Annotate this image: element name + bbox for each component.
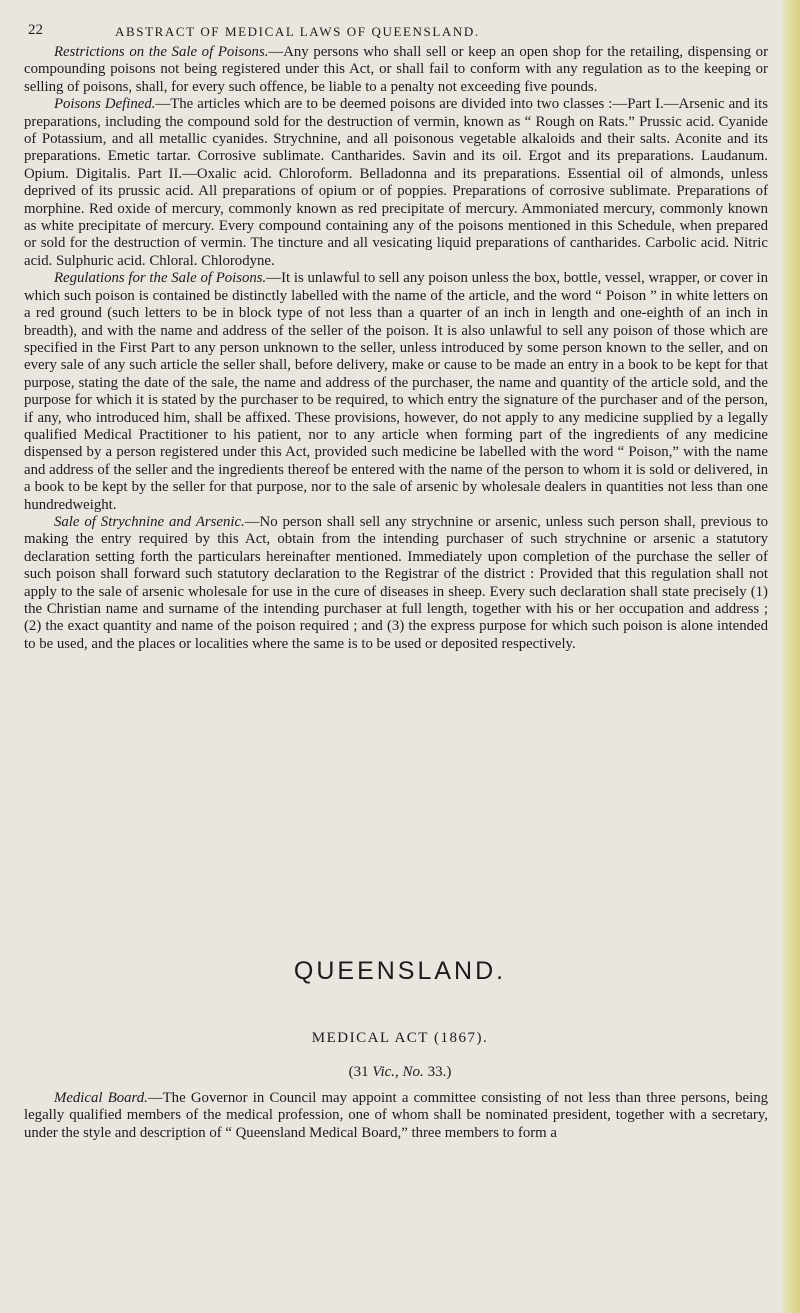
paragraph-medical-board: [24, 1090, 768, 1142]
body-text: [24, 44, 768, 653]
paragraph-heading: Restrictions on the Sale of Poisons.: [54, 44, 269, 60]
page-number: 22: [28, 22, 43, 38]
page-edge: [780, 0, 800, 1313]
paragraph-poisons-defined: [24, 96, 768, 270]
running-head: ABSTRACT OF MEDICAL LAWS OF QUEENSLAND.: [115, 24, 480, 39]
paragraph-text: —It is unlawful to sell any poison unless the box, bottle, vessel, wrapper, or cover in which such poison is contained be distinctly labelled with the name of the article, and the word “ Poison ” in white letters on a red ground (such letters to be in block type of not less than a quarter of an inch in length and one-eighth of an inch in breadth), and with the name and address of the seller of the poison. It is also unlawful to sell any poison of those which are specified in the First Part to any person unknown to the seller, unless introduced by some person known to the seller, and on every sale of any such article the seller shall, before delivery, make or cause to be made an entry in a book to be kept for that purpose, stating the date of the sale, the name and address of the purchaser, the name and quantity of the article sold, and the purpose for which it is stated by the purchaser to be required, to which entry the signature of the purchaser and of the person, if any, who introduced him, shall be affixed. These provisions, however, do not apply to any medicine supplied by a legally qualified Medical Practitioner to his patient, nor to any article when forming part of the ingredients of any medicine dispensed by a person registered under this Act, provided such medicine be labelled with the word “ Poison,” with the name and address of the seller and the ingredients thereof be entered with the name of the person to whom it is sold or delivered, in a book to be kept by the seller for that purpose, nor to the sale of arsenic by wholesale dealers in quantities not less than one hundredweight.: [24, 270, 768, 513]
paragraph-strychnine-arsenic: [24, 514, 768, 653]
section-heading: QUEENSLAND.: [293, 957, 507, 985]
act-reference: (31 Vic., No. 33.): [348, 1064, 452, 1080]
act-title: MEDICAL ACT (1867).: [311, 1030, 489, 1046]
paragraph-heading: Regulations for the Sale of Poisons.: [54, 270, 267, 287]
board-text: [24, 1090, 768, 1142]
paragraph-text: —No person shall sell any strychnine or arsenic, unless such person shall, previous to making the entry required by this Act, obtain from the intending purchaser of such strychnine or arsenic a statutory declaration setting forth the particulars hereinafter mentioned. Immediately upon completion of the purchase the seller of such poison shall forward such statutory declaration to the Registrar of the district : Provided that this regulation shall not apply to the sale of arsenic wholesale for use in the cure of diseases in sheep. Every such declaration shall state precisely (1) the Christian name and surname of the intending purchaser at full length, together with his or her occupation and address ; (2) the exact quantity and name of the poison required ; and (3) the express purpose for which such poison is alone intended to be used, and the places or localities where the same is to be used or deposited respectively.: [24, 513, 768, 652]
paragraph-restrictions: [24, 44, 768, 96]
paragraph-heading: Medical Board.: [54, 1090, 148, 1106]
paragraph-regulations: [24, 270, 768, 514]
paragraph-text: —The articles which are to be deemed poisons are divided into two classes :—Part I.—Arsenic and its preparations, including the compound sold for the destruction of vermin, known as “ Rough on Rats.” Prussic acid. Cyanide of Potassium, and all metallic cyanides. Strychnine, and all poisonous vegetable alkaloids and their salts. Aconite and its preparations. Emetic tartar. Corrosive sublimate. Cantharides. Savin and its oil. Ergot and its preparations. Laudanum. Opium. Digitalis. Part II.—Oxalic acid. Chloroform. Belladonna and its preparations. Essential oil of almonds, unless deprived of its prussic acid. All preparations of opium or of poppies. Preparations of corrosive sublimate. Preparations of morphine. Red oxide of mercury, commonly known as red precipitate of mercury. Ammoniated mercury, commonly known as white precipitate of mercury. Every compound containing any of the poisons mentioned in this Schedule, when prepared or sold for the destruction of vermin. The tincture and all vesicating liquid preparations of cantharides. Carbolic acid. Nitric acid. Sulphuric acid. Chloral. Chlorodyne.: [24, 96, 768, 269]
paragraph-heading: Sale of Strychnine and Arsenic.: [54, 513, 245, 530]
paragraph-text: —The Governor in Council may appoint a committee consisting of not less than three persons, being legally qualified members of the medical profession, one of whom shall be nominated president, together with a secretary, under the style and description of “ Queensland Medical Board,” three members to form a: [24, 1090, 768, 1141]
paragraph-text: —Any persons who shall sell or keep an open shop for the retailing, dispensing or compounding poisons not being registered under this Act, or shall fail to conform with any regulation as to the keeping or selling of poisons, shall, for every such offence, be liable to a penalty not exceeding five pounds.: [24, 44, 768, 95]
paragraph-heading: Poisons Defined.: [54, 96, 156, 113]
